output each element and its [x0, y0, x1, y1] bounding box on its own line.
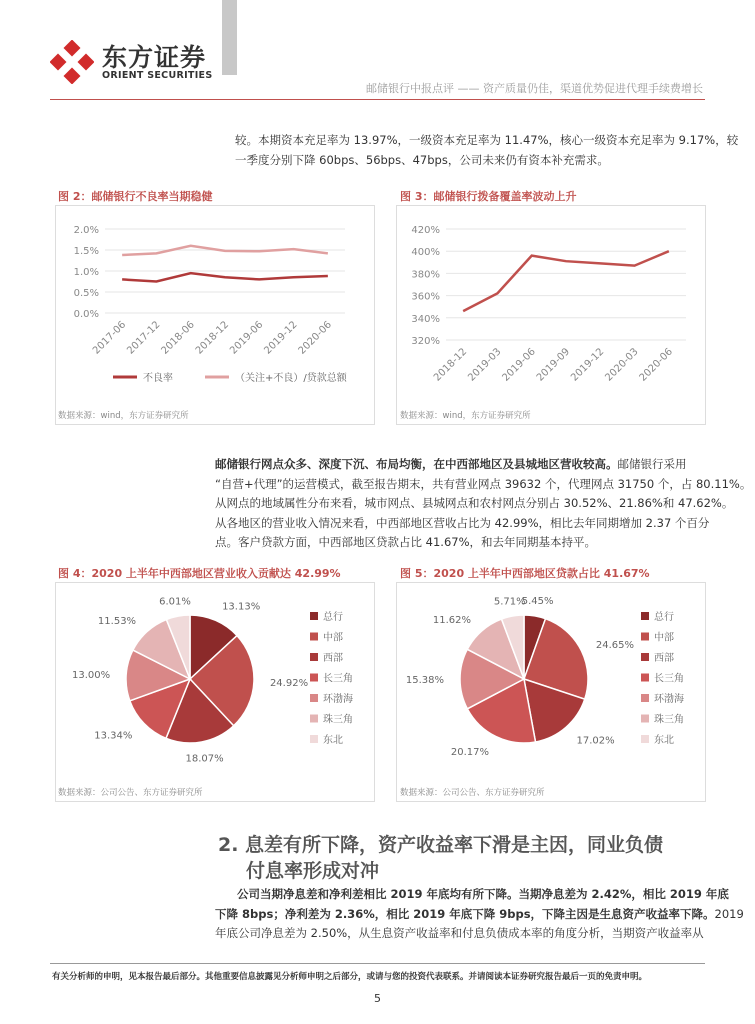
- fig3-xtick: 2019-09: [534, 346, 573, 384]
- fig4-legend-swatch: [310, 633, 318, 641]
- intro-paragraph: [235, 131, 739, 170]
- fig3-ytick: 320%: [411, 336, 440, 347]
- fig2-xtick: 2018-06: [159, 319, 197, 357]
- fig3-xtick: 2018-12: [431, 346, 470, 384]
- fig4-value-label: 24.92%: [269, 677, 309, 689]
- fig2-ytick: 1.0%: [73, 267, 99, 278]
- fig5-legend-swatch: [641, 633, 649, 641]
- fig2-xtick: 2020-06: [296, 319, 334, 357]
- fig4-legend-swatch: [310, 735, 318, 743]
- intro-line-1: 较。本期资本充足率为 13.97%，一级资本充足率为 11.47%，核心一级资本充足率为 9.17%，较: [235, 133, 739, 147]
- logo-text-en: ORIENT SECURITIES: [102, 70, 213, 81]
- fig5-legend-swatch: [641, 715, 649, 723]
- fig2-xtick: 2018-12: [193, 319, 232, 357]
- logo: [50, 40, 94, 84]
- fig2-title: 图 2：邮储银行不良率当期稳健: [58, 190, 213, 203]
- fig4-legend-label: 中部: [323, 632, 343, 644]
- mid-line-5: 点。客户贷款方面，中西部地区贷款占比 41.67%，和去年同期基本持平。: [215, 535, 597, 549]
- report-subtitle: 邮储银行中报点评 —— 资产质量仍佳，渠道优势促进代理手续费增长: [366, 82, 703, 95]
- mid-line-3: 从网点的地域属性分布来看，城市网点、县城网点和农村网点分别占 30.52%、21.86%和 47.62%。: [215, 496, 734, 510]
- fig5-value-label: 11.62%: [432, 615, 472, 627]
- fig3-title: 图 3：邮储银行拨备覆盖率波动上升: [400, 190, 577, 203]
- fig2-ytick: 2.0%: [73, 225, 99, 236]
- fig3-xtick: 2020-03: [603, 346, 641, 384]
- mid-line-1-rest: 邮储银行采用: [617, 457, 687, 471]
- fig2-xtick: 2019-06: [228, 319, 266, 357]
- fig4-legend-label: 珠三角: [323, 714, 353, 726]
- fig5-legend-label: 总行: [654, 612, 674, 623]
- last-paragraph: [215, 885, 744, 944]
- fig4-value-label: 18.07%: [185, 753, 224, 765]
- fig4-source: 数据来源：公司公告、东方证券研究所: [58, 788, 203, 798]
- fig4-legend-label: 东北: [323, 735, 343, 746]
- fig2-xtick: 2017-06: [90, 319, 129, 357]
- last-line-2-rest: 2019: [714, 906, 744, 921]
- fig4-legend-label: 西部: [323, 653, 343, 664]
- section-2-title-line-1: 2. 息差有所下降，资产收益率下滑是主因，同业负债: [218, 834, 664, 856]
- fig3-ytick: 360%: [411, 291, 440, 303]
- fig2-series-line: [122, 273, 328, 281]
- fig4-value-label: 11.53%: [97, 615, 137, 627]
- fig2-xtick: 2017-12: [125, 319, 163, 357]
- fig4-value-label: 13.00%: [72, 670, 111, 682]
- fig3-xtick: 2019-03: [466, 346, 504, 384]
- fig3-xtick: 2020-06: [637, 346, 675, 384]
- fig4-title: 图 4：2020 上半年中西部地区营业收入贡献达 42.99%: [58, 567, 341, 580]
- fig2-ytick: 0.0%: [73, 309, 99, 320]
- fig3-ytick: 340%: [411, 313, 440, 325]
- fig5-value-label: 17.02%: [576, 735, 615, 747]
- fig5-legend-swatch: [641, 735, 649, 743]
- fig3-source: 数据来源：wind，东方证券研究所: [400, 411, 531, 421]
- fig3-xtick: 2019-06: [500, 346, 538, 384]
- mid-line-1-bold: 邮储银行网点众多、深度下沉、布局均衡，在中西部地区及县城地区营收较高。: [215, 457, 618, 471]
- fig3-ytick: 420%: [411, 225, 440, 236]
- last-line-3: 年底公司净息差为 2.50%，从生息资产收益率和付息负债成本率的角度分析，当期资产收益率从: [215, 926, 704, 940]
- last-line-2-bold: 下降 8bps；净利差为 2.36%，相比 2019 年底下降 9bps，下降主因是生息资产收益率下降。: [215, 906, 715, 921]
- fig2-ytick: 0.5%: [73, 288, 99, 299]
- fig5-legend-label: 中部: [654, 632, 674, 644]
- fig5-legend-label: 环渤海: [654, 694, 684, 705]
- mid-line-2: “自营+代理”的运营模式，截至报告期末，共有营业网点 39632 个，代理网点 31750 个，占 80.11%。: [215, 476, 752, 491]
- fig4-legend-swatch: [310, 612, 318, 620]
- fig5-value-label: 5.71%: [493, 596, 526, 608]
- footer-disclaimer: 有关分析师的申明，见本报告最后部分。其他重要信息披露见分析师申明之后部分，或请与您的投资代表联系。并请阅读本证券研究报告最后一页的免责申明。: [52, 972, 648, 982]
- fig4-legend-label: 长三角: [323, 673, 353, 685]
- mid-paragraph: [215, 455, 752, 553]
- mid-line-4: 从各地区的营业收入情况来看，中西部地区营收占比为 42.99%，相比去年同期增加 2.37 个百分: [215, 515, 710, 530]
- fig4-value-label: 13.13%: [222, 601, 261, 613]
- last-line-1: 公司当期净息差和净利差相比 2019 年底均有所下降。当期净息差为 2.42%，相比 2019 年底: [237, 887, 729, 901]
- section-2-title: [218, 832, 708, 884]
- fig5-chart: [396, 582, 706, 777]
- mid-line-1: [215, 455, 705, 475]
- header-rule: [50, 99, 705, 100]
- fig4-legend-swatch: [310, 674, 318, 682]
- fig4-legend-swatch: [310, 653, 318, 661]
- fig4-legend-swatch: [310, 715, 318, 723]
- fig4-legend-label: 环渤海: [323, 694, 353, 705]
- fig3-ytick: 380%: [411, 269, 440, 281]
- fig5-legend-swatch: [641, 694, 649, 702]
- fig3-series-line: [463, 251, 669, 311]
- logo-icon: [50, 40, 94, 84]
- fig5-legend-swatch: [641, 674, 649, 682]
- page-number: 5: [374, 992, 381, 1005]
- fig5-title: 图 5：2020 上半年中西部地区贷款占比 41.67%: [400, 567, 650, 580]
- fig5-value-label: 20.17%: [450, 746, 490, 758]
- fig4-legend-label: 总行: [323, 612, 343, 623]
- fig5-legend-label: 长三角: [654, 673, 684, 685]
- fig2-legend-label: 不良率: [143, 373, 173, 384]
- fig2-xtick: 2019-12: [262, 319, 300, 357]
- fig4-chart: [55, 582, 375, 777]
- header-bar: [222, 0, 237, 75]
- section-2-title-line-2: 付息率形成对冲: [246, 860, 380, 882]
- fig4-value-label: 6.01%: [159, 596, 191, 608]
- fig5-legend-label: 珠三角: [654, 714, 684, 726]
- fig3-chart: [396, 205, 706, 400]
- last-line-2: [215, 905, 744, 925]
- fig4-value-label: 13.34%: [94, 730, 133, 742]
- fig5-legend-label: 西部: [654, 653, 674, 664]
- fig5-value-label: 24.65%: [595, 639, 635, 651]
- fig5-legend-label: 东北: [654, 735, 674, 746]
- intro-line-2: 一季度分别下降 60bps、56bps、47bps，公司未来仍有资本补充需求。: [235, 152, 609, 167]
- fig3-ytick: 400%: [411, 247, 440, 259]
- fig5-legend-swatch: [641, 612, 649, 620]
- fig5-value-label: 5.45%: [521, 596, 554, 608]
- fig2-ytick: 1.5%: [73, 246, 99, 257]
- fig2-legend-label: （关注+不良）/贷款总额: [235, 373, 347, 384]
- fig5-legend-swatch: [641, 653, 649, 661]
- fig5-value-label: 15.38%: [405, 675, 445, 687]
- fig5-source: 数据来源：公司公告、东方证券研究所: [400, 788, 545, 798]
- fig3-xtick: 2019-12: [569, 346, 607, 384]
- logo-text-cn: 东方证券: [102, 43, 207, 72]
- fig4-legend-swatch: [310, 694, 318, 702]
- fig2-chart: [55, 205, 375, 400]
- footer-rule: [50, 963, 705, 964]
- fig2-source: 数据来源：wind，东方证券研究所: [58, 411, 189, 421]
